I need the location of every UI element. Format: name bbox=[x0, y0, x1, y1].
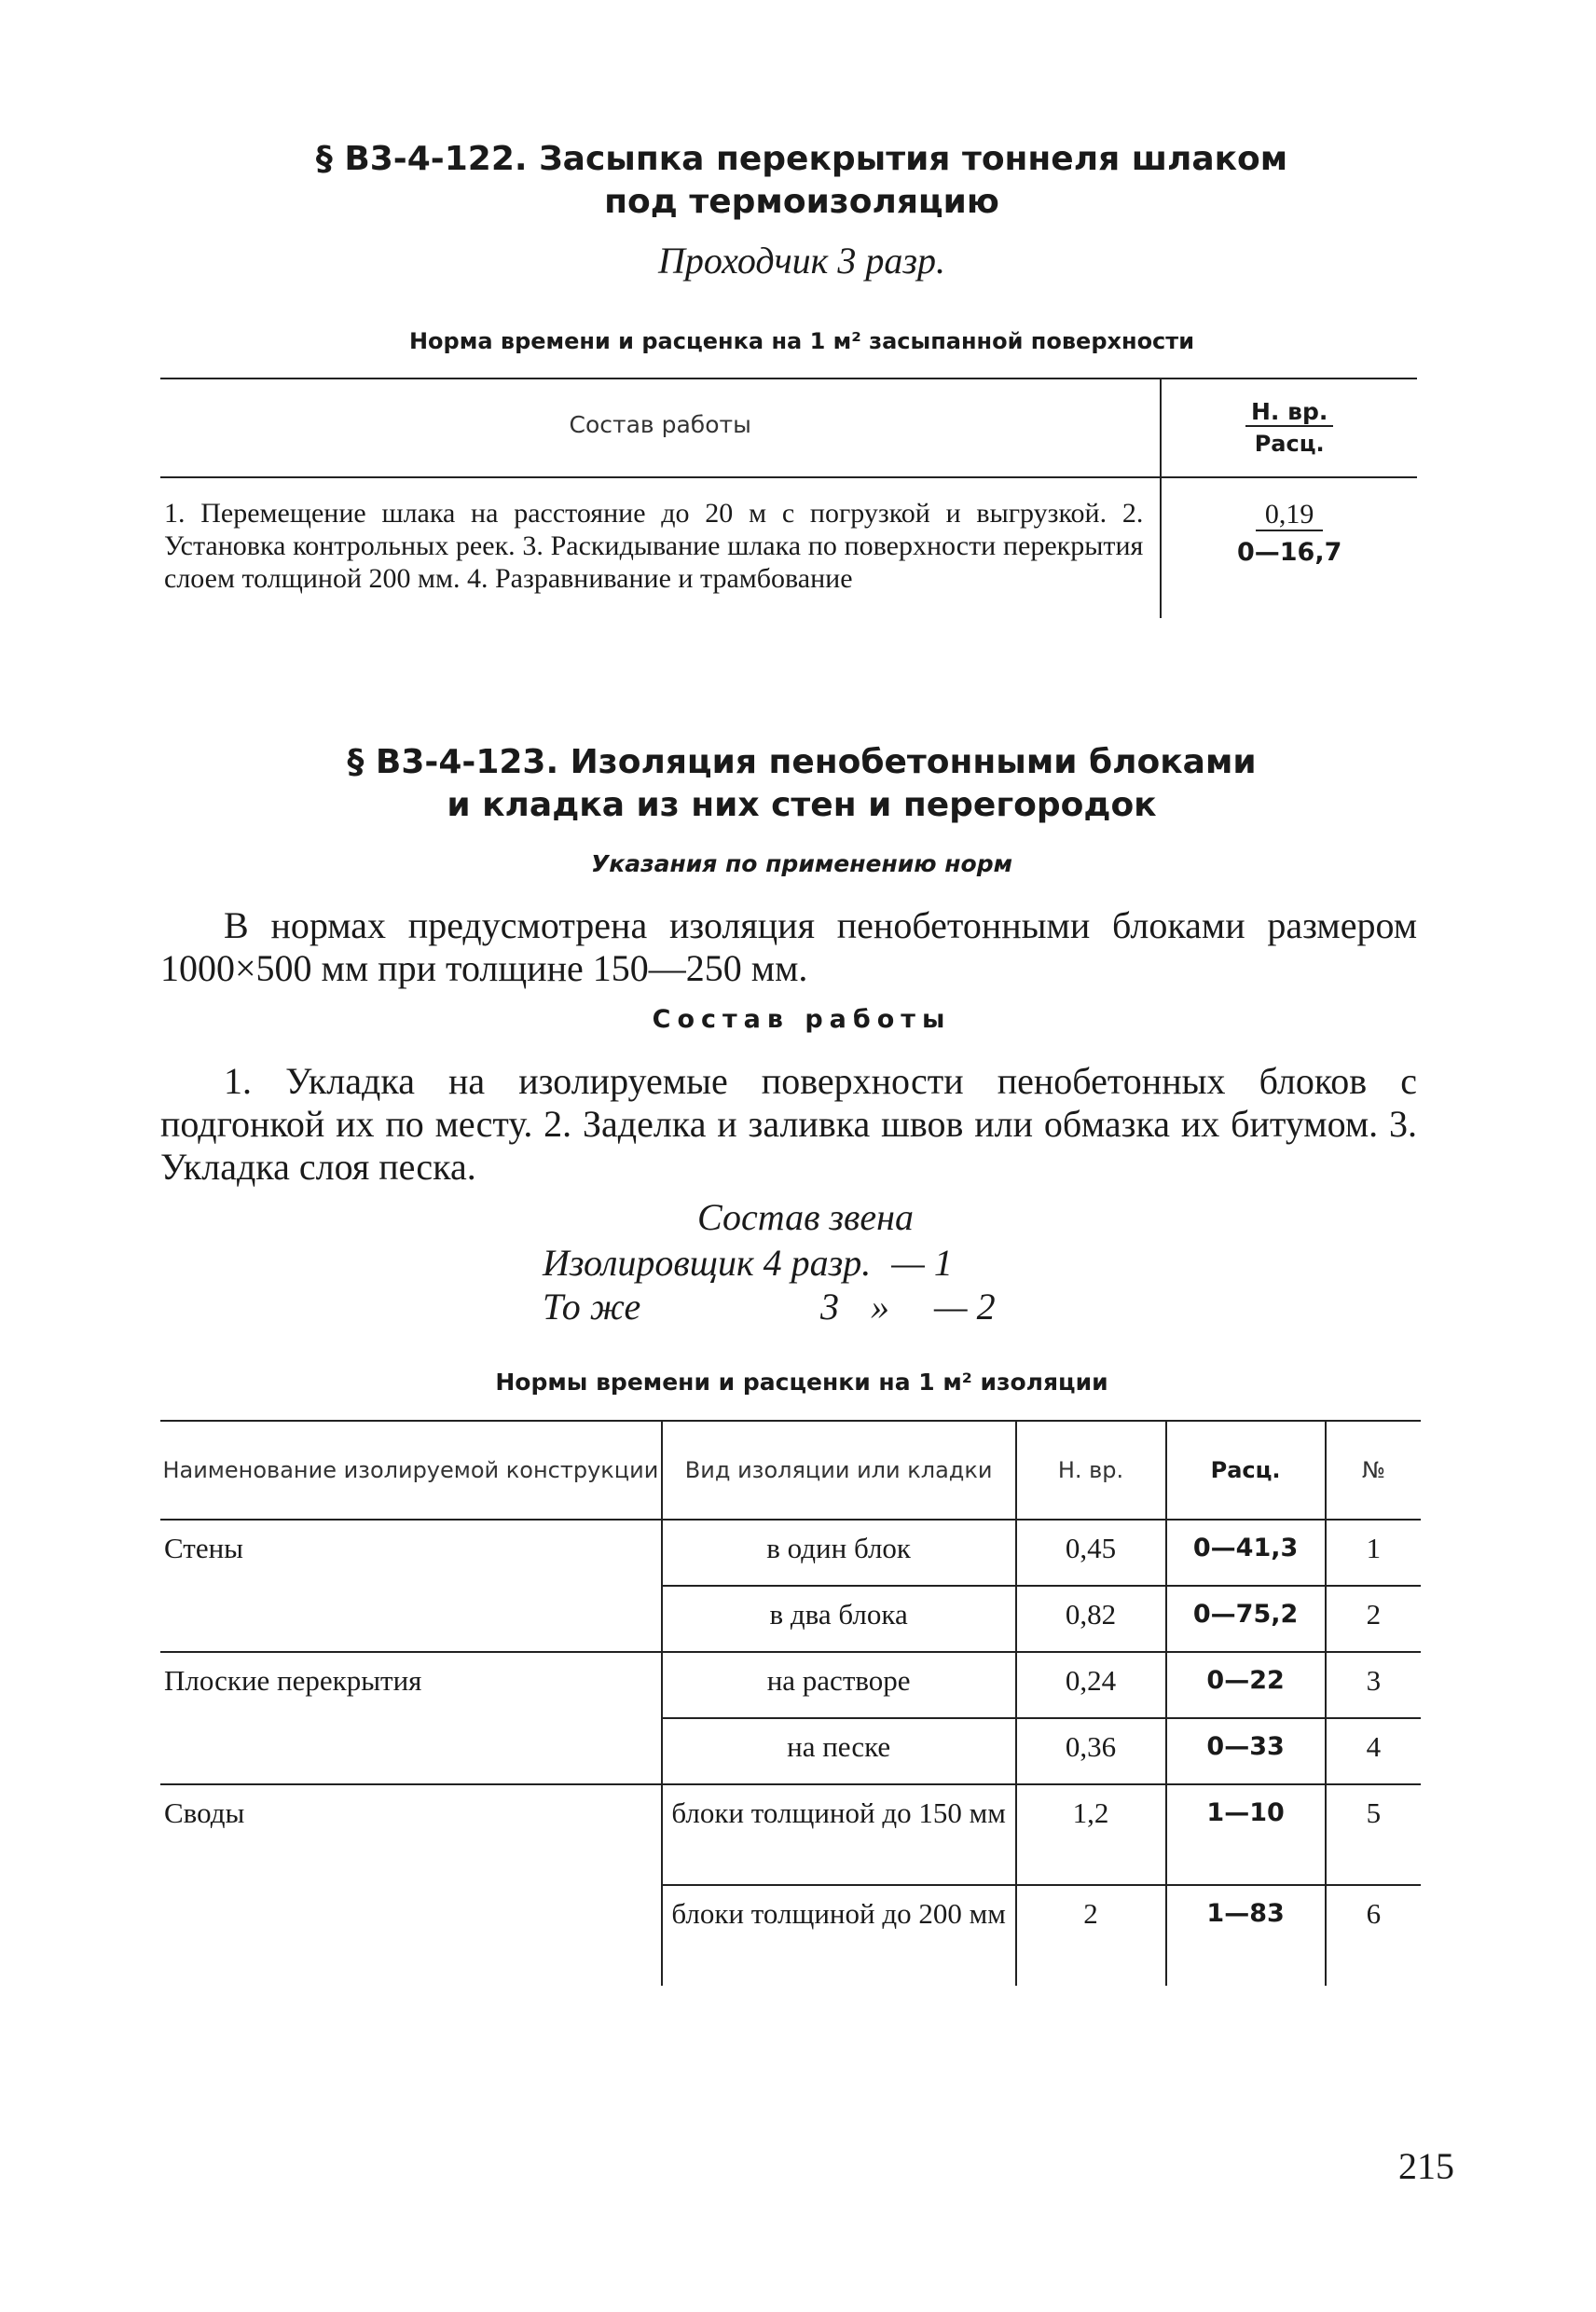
norm-value: 0,45 bbox=[1016, 1520, 1166, 1586]
norm-value: 0,82 bbox=[1016, 1586, 1166, 1652]
page-number: 215 bbox=[1398, 2145, 1454, 2187]
composition-heading: Состав работы bbox=[652, 1005, 952, 1034]
row-number: 2 bbox=[1326, 1586, 1421, 1652]
norm-rate-cell bbox=[1161, 477, 1417, 618]
rate-value: 0—75,2 bbox=[1166, 1586, 1326, 1652]
header-construction: Наименование изолируемой конструкции bbox=[160, 1421, 662, 1520]
section-title-b3-4-123 bbox=[280, 741, 1324, 827]
crew-row2-grade: 3 bbox=[820, 1286, 839, 1328]
norm-table-1 bbox=[160, 378, 1417, 618]
section-title-line2: под термоизоляцию bbox=[604, 183, 999, 221]
worker-grade: Проходчик 3 разр. bbox=[658, 240, 945, 282]
crew-row1-count: — 1 bbox=[891, 1242, 953, 1284]
ditto-mark: » bbox=[871, 1286, 889, 1328]
crew-row2-name: То же bbox=[543, 1286, 641, 1328]
work-description-cell bbox=[160, 477, 1161, 618]
norm-value: 2 bbox=[1016, 1885, 1166, 1986]
section-title-b3-4-122 bbox=[280, 138, 1324, 224]
table-row bbox=[160, 1520, 1421, 1586]
insulation-kind: на песке bbox=[662, 1718, 1016, 1784]
norm-value: 0,36 bbox=[1016, 1718, 1166, 1784]
table-row bbox=[160, 1784, 1421, 1885]
rate-value: 0—41,3 bbox=[1166, 1520, 1326, 1586]
crew-row-1 bbox=[543, 1241, 953, 1285]
header-kind: Вид изоляции или кладки bbox=[662, 1421, 1016, 1520]
work-description: 1. Перемещение шлака на расстояние до 20 м с погрузкой и выгрузкой. 2. Установка контрольных реек. 3. Раскидывание шлака по поверхности перекрытия слоем толщиной 200 мм. 4. Разравнивание и трамбование bbox=[164, 498, 1144, 594]
table-caption: Норма времени и расценка на 1 м² засыпанной поверхности bbox=[408, 328, 1195, 354]
rate-value: 1—10 bbox=[1166, 1784, 1326, 1885]
construction-name: Своды bbox=[160, 1784, 662, 1986]
row-number: 6 bbox=[1366, 1897, 1382, 1930]
insulation-kind: на растворе bbox=[662, 1652, 1016, 1718]
norm-value: 0,24 bbox=[1016, 1652, 1166, 1718]
row-number: 1 bbox=[1326, 1520, 1421, 1586]
rate-value: 0—16,7 bbox=[1236, 538, 1342, 567]
composition-text: 1. Укладка на изолируемые поверхности пенобетонных блоков с подгонкой их по месту. 2. Заделка и заливка швов или обмазка их битумом. 3. Укладка слоя песка. bbox=[160, 1060, 1417, 1188]
section-title-line2: и кладка из них стен и перегородок bbox=[447, 786, 1157, 824]
construction-name: Плоские перекрытия bbox=[160, 1652, 662, 1784]
header-work-composition: Состав работы bbox=[160, 378, 1161, 477]
crew-row1-name: Изолировщик 4 разр. bbox=[543, 1242, 872, 1284]
guide-heading: Указания по применению норм bbox=[590, 850, 1013, 877]
rate-value: 0—33 bbox=[1166, 1718, 1326, 1784]
header-norm: Н. вр. bbox=[1245, 398, 1333, 427]
section-title-line1: § В3-4-123. Изоляция пенобетонными блоками bbox=[347, 743, 1257, 781]
guide-text: В нормах предусмотрена изоляция пенобетонными блоками размером 1000×500 мм при толщине 150—250 мм. bbox=[160, 904, 1417, 989]
crew-row2-count: — 2 bbox=[934, 1286, 996, 1328]
header-norm-rate bbox=[1161, 378, 1417, 477]
rate-value: 1—83 bbox=[1166, 1885, 1326, 1986]
construction-name: Стены bbox=[160, 1520, 662, 1652]
header-rate: Расц. bbox=[1166, 1421, 1326, 1520]
norm-value: 0,19 bbox=[1256, 499, 1324, 531]
section-title-line1: § В3-4-122. Засыпка перекрытия тоннеля шлаком bbox=[315, 140, 1288, 178]
row-number: 4 bbox=[1326, 1718, 1421, 1784]
header-number: № bbox=[1326, 1421, 1421, 1520]
crew-title: Состав звена bbox=[696, 1196, 914, 1238]
insulation-kind: в один блок bbox=[662, 1520, 1016, 1586]
table-row bbox=[160, 1652, 1421, 1718]
norm-value: 1,2 bbox=[1016, 1784, 1166, 1885]
insulation-kind: блоки толщиной до 200 мм bbox=[662, 1885, 1016, 1986]
header-rate: Расц. bbox=[1254, 431, 1325, 457]
table-caption: Нормы времени и расценки на 1 м² изоляции bbox=[495, 1369, 1108, 1396]
crew-row-2 bbox=[543, 1285, 1027, 1331]
row-number: 3 bbox=[1326, 1652, 1421, 1718]
row-number: 5 bbox=[1326, 1784, 1421, 1885]
norm-table-2 bbox=[160, 1420, 1421, 1986]
insulation-kind: в два блока bbox=[662, 1586, 1016, 1652]
insulation-kind: блоки толщиной до 150 мм bbox=[662, 1784, 1016, 1885]
rate-value: 0—22 bbox=[1166, 1652, 1326, 1718]
header-norm: Н. вр. bbox=[1016, 1421, 1166, 1520]
